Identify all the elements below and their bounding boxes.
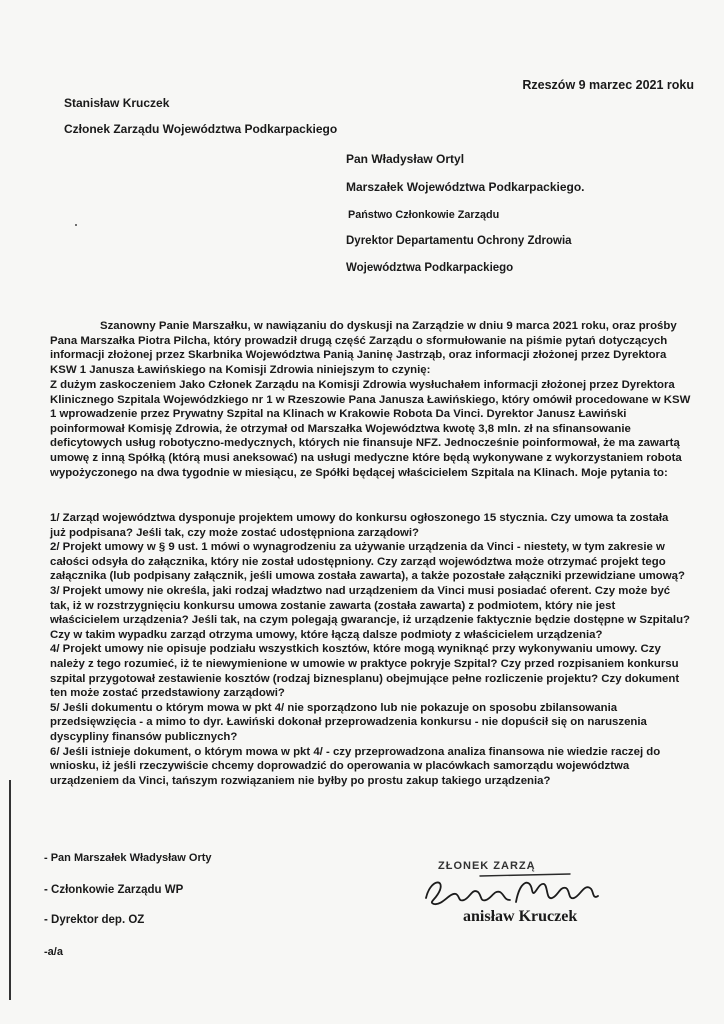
body-paragraph <box>50 378 691 480</box>
recipient-line: Marszałek Województwa Podkarpackiego. <box>346 180 585 194</box>
question-line: urządzeniem da Vinci, tańszym rozwiązaniem nie byłby po prostu zakup takiego urządzenia? <box>50 774 551 787</box>
question-line: 1/ Zarząd województwa dysponuje projektem umowy do konkursu ogłoszonego 15 stycznia. Czy umowa ta została <box>50 512 669 524</box>
question-line: 4/ Projekt umowy nie opisuje podziału wszystkich kosztów, które mogą wyniknąć przy wykonywaniu umowy. Czy <box>50 643 661 656</box>
signatory-name: anisław Kruczek <box>463 908 578 925</box>
question-line: właścicielem urządzenia? Jeśli tak, na czym polegają gwarancje, iż urządzenie faktycznie będzie dostępne w Szpitalu? <box>50 614 690 627</box>
text-line: Z dużym zaskoczeniem Jako Członek Zarządu na Komisji Zdrowia wysłuchałem informacji złożonej przez Dyrektora <box>50 379 675 391</box>
letter-date: Rzeszów 9 marzec 2021 roku <box>522 78 694 92</box>
question-line: należy z tego rozumieć, iż te niewymienione w umowie w praktyce pokryje Szpital? Czy przed rozpisaniem konkursu <box>50 657 679 670</box>
question-line: załącznika (lub podpisany załącznik, jeśli umowa została zawarta), a także pozostałe załączniki przewidziane umową? <box>50 570 685 583</box>
scan-edge-line <box>9 780 11 1000</box>
signature-stamp: ZŁONEK ZARZĄ <box>438 860 536 872</box>
recipient-line: Państwo Członkowie Zarządu <box>348 209 500 221</box>
question-line: wniosku, iż jeśli rzeczywiście chcemy doprowadzić do operowania w placówkach samorządu województwa <box>50 760 630 773</box>
question-line: dyscypliny finansów publicznych? <box>50 730 238 743</box>
question-line: tak, iż w rozstrzygnięciu konkursu umowa zostanie zawarta (została zawarta) z podmiotem, który nie jest <box>50 599 616 612</box>
question-line: już podpisana? Jeśli tak, czy może zostać udostępniona zarządowi? <box>50 526 420 539</box>
question-line: 6/ Jeśli istnieje dokument, o którym mowa w pkt 4/ - czy przeprowadzona analiza finansowa nie wiedzie raczej do <box>50 745 661 758</box>
cc-item: - Dyrektor dep. OZ <box>44 914 145 926</box>
text-line: informacji złożonej przez Skarbnika Województwa Panią Janinę Jastrząb, oraz informacji złożonej przez Dyrektora <box>50 349 667 362</box>
scan-speck <box>75 224 77 226</box>
recipient-line: Dyrektor Departamentu Ochrony Zdrowia <box>346 235 572 247</box>
question-line: Czy w takim wypadku zarząd otrzyma umowy, które łączą dalsze podmioty z właścicielem urządzenia? <box>50 628 603 641</box>
cc-item: -a/a <box>44 946 63 958</box>
text-line: Pana Marszałka Piotra Pilcha, który prowadził drugą część Zarządu o sformułowanie na piśmie pytań dotyczących <box>50 334 668 347</box>
question-line: 3/ Projekt umowy nie określa, jaki rodzaj władztwo nad urządzeniem da Vinci musi posiadać oferent. Czy może być <box>50 584 671 597</box>
handwritten-signature <box>420 870 610 910</box>
question-line: 2/ Projekt umowy w § 9 ust. 1 mówi o wynagrodzeniu za używanie urządzenia da Vinci - niestety, w tym zakresie w <box>50 541 665 554</box>
questions-list <box>50 511 690 788</box>
text-line: poinformował Komisję Zdrowia, że otrzymał od Marszałka Województwa kwotę 3,8 mln. zł na sfinansowanie <box>50 422 631 435</box>
recipient-line: Województwa Podkarpackiego <box>346 262 514 274</box>
cc-item: - Członkowie Zarządu WP <box>44 884 184 896</box>
text-line: deficytowych usług robotyczno-medycznych, których nie finansuje NFZ. Jednocześnie poinformował, że ma zawartą <box>50 437 680 450</box>
question-line: przedsięwzięcia - a mimo to dyr. Ławiński dokonał przeprowadzenia konkursu - nie dopuścił się on naruszenia <box>50 716 647 729</box>
question-line: szpital przygotował zestawienie kosztów (rodzaj biznesplanu) obejmujące pełne rozliczenie projektu? Czy dokument <box>50 672 680 685</box>
recipient-line: Pan Władysław Ortyl <box>346 152 465 166</box>
text-line: Szanowny Panie Marszałku, w nawiązaniu do dyskusji na Zarządzie w dniu 9 marca 2021 roku, oraz prośby <box>100 320 677 332</box>
question-line: całości odsyła do załącznika, który nie został udostępniony. Czy zarząd województwa może otrzymać projekt tego <box>50 555 666 568</box>
text-line: 1 wprowadzenie przez Prywatny Szpital na Klinach w Krakowie Robota Da Vinci. Dyrektor Janusz Ławiński <box>50 408 627 421</box>
question-line: ten może zostać przedstawiony zarządowi? <box>50 687 285 700</box>
sender-role: Członek Zarządu Województwa Podkarpackiego <box>64 122 338 136</box>
sender-name: Stanisław Kruczek <box>64 96 170 110</box>
text-line: umowę z inną Spółką (którą musi aneksować) na usługi medyczne które będą wykonywane z wykorzystaniem robota <box>50 451 682 464</box>
question-line: 5/ Jeśli dokumentu o którym mowa w pkt 4/ nie sporządzono lub nie pokazuje on sposobu zbilansowania <box>50 701 618 714</box>
text-line: KSW 1 Janusza Ławińskiego na Komisji Zdrowia niniejszym to czynię: <box>50 363 431 376</box>
text-line: wypożyczonego na dwa tygodnie w miesiącu, ze Spółki będącej właścicielem Szpitala na Klinach. Moje pytania to: <box>50 466 668 479</box>
intro-paragraph <box>50 319 677 377</box>
cc-item: - Pan Marszałek Władysław Orty <box>44 852 212 864</box>
text-line: Klinicznego Szpitala Wojewódzkiego nr 1 w Rzeszowie Pana Janusza Ławińskiego, który omówił procedowane w KSW <box>50 393 691 406</box>
